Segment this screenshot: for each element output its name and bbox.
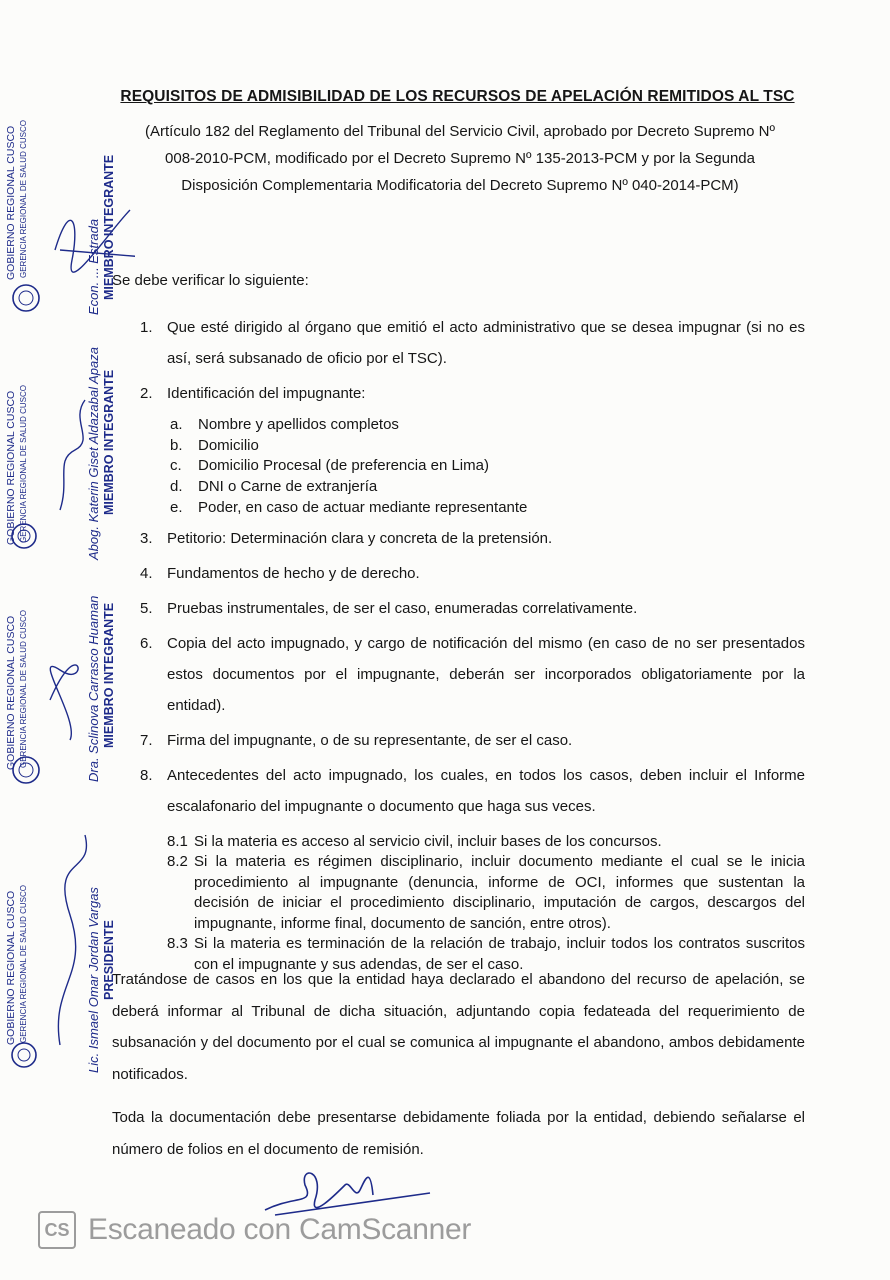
- subitem-text: Domicilio Procesal (de preferencia en Lima): [198, 457, 489, 475]
- subitem-letter: e.: [170, 498, 183, 516]
- sublist-item: [167, 415, 805, 436]
- stamp-dept: GERENCIA REGIONAL DE SALUD CUSCO: [19, 385, 28, 543]
- list-item: [140, 558, 805, 589]
- stamp-role: MIEMBRO INTEGRANTE: [102, 602, 116, 748]
- list-item: [140, 628, 805, 721]
- item-text: Antecedentes del acto impugnado, los cuales, en todos los casos, deben incluir el Informe escalafonario del impugnante o documento que haga sus veces.: [167, 766, 805, 815]
- stamp-org: GOBIERNO REGIONAL CUSCO: [5, 615, 17, 770]
- sublist: [167, 415, 805, 519]
- item-number: 6.: [140, 634, 153, 652]
- item-number: 4.: [140, 564, 153, 582]
- subitem-letter: c.: [170, 457, 182, 475]
- item-text: Copia del acto impugnado, y cargo de notificación del mismo (en caso de no ser presentados estos documentos por el impugnante, deberán ser incorporados obligatoriamente por la entidad).: [167, 634, 805, 714]
- commission-stamps: [0, 90, 135, 1090]
- sublist-item: [167, 832, 805, 853]
- subitem-text: Poder, en caso de actuar mediante representante: [198, 498, 528, 516]
- subitem-text: Si la materia es régimen disciplinario, incluir documento mediante el cual se le inicia procedimiento al impugnante (denuncia, informe de OCI, informes que sustentan la decisión de iniciar el procedimiento disciplinario, imputación de cargos, descargos del impugnante, informe final, documento de sanción, entre otros).: [194, 853, 805, 932]
- watermark-text: Escaneado con CamScanner: [88, 1213, 472, 1246]
- list-item: [140, 725, 805, 756]
- item-text: Pruebas instrumentales, de ser el caso, enumeradas correlativamente.: [167, 599, 638, 617]
- item-number: 3.: [140, 529, 153, 547]
- stamp-dept: GERENCIA REGIONAL DE SALUD CUSCO: [19, 120, 28, 278]
- stamp-role: MIEMBRO INTEGRANTE: [102, 369, 116, 515]
- sublist: [167, 832, 805, 976]
- subitem-text: Domicilio: [198, 436, 259, 454]
- list-item: [140, 760, 805, 976]
- sublist-item: [167, 456, 805, 477]
- list-item: [140, 593, 805, 624]
- stamp-name: Abog. Katerin Giset Aldazabal Apaza: [86, 347, 101, 560]
- abandonment-paragraph: Tratándose de casos en los que la entidad haya declarado el abandono del recurso de apelación, se deberá informar al Tribunal de dicha situación, adjuntando copia fedateada del requerimiento de subsanación y del documento por el cual se comunica al impugnante el abandono, ambos debidamente notificados.: [112, 971, 805, 1083]
- sublist-item: [167, 852, 805, 934]
- intro-text: Se debe verificar lo siguiente:: [112, 272, 309, 289]
- stamp-name: Lic. Ismael Omar Jordan Vargas: [86, 887, 101, 1073]
- stamp-block: [0, 100, 135, 315]
- document-subtitle: (Artículo 182 del Reglamento del Tribunal del Servicio Civil, aprobado por Decreto Supremo Nº 008-2010-PCM, modificado por el Decreto Supremo Nº 135-2013-PCM y por la Segunda Disposición Complementaria Modificatoria del Decreto Supremo Nº 040-2014-PCM): [145, 123, 775, 194]
- sublist-item: [167, 477, 805, 498]
- stamp-block: [0, 570, 135, 780]
- list-item: [140, 378, 805, 519]
- subitem-letter: b.: [170, 436, 183, 454]
- camscanner-watermark: [38, 1210, 471, 1250]
- stamp-dept: GERENCIA REGIONAL DE SALUD CUSCO: [19, 885, 28, 1043]
- subitem-text: Nombre y apellidos completos: [198, 416, 399, 433]
- item-number: 7.: [140, 731, 153, 749]
- stamp-dept: GERENCIA REGIONAL DE SALUD CUSCO: [19, 610, 28, 768]
- item-text: Identificación del impugnante:: [167, 385, 366, 402]
- subitem-letter: d.: [170, 478, 183, 496]
- item-number: 1.: [140, 319, 153, 336]
- subitem-number: 8.2: [167, 853, 188, 871]
- sublist-item: [167, 498, 805, 519]
- sublist-item: [167, 436, 805, 457]
- stamp-role: PRESIDENTE: [102, 920, 116, 1000]
- document-title: REQUISITOS DE ADMISIBILIDAD DE LOS RECURSOS DE APELACIÓN REMITIDOS AL TSC: [120, 88, 795, 105]
- item-text: Firma del impugnante, o de su representante, de ser el caso.: [167, 731, 573, 749]
- item-number: 5.: [140, 599, 153, 617]
- subitem-letter: a.: [170, 416, 183, 433]
- stamp-block: [0, 815, 135, 1073]
- subitem-text: DNI o Carne de extranjería: [198, 478, 378, 496]
- item-text: Que esté dirigido al órgano que emitió el acto administrativo que se desea impugnar (si no es así, será subsanado de oficio por el TSC).: [167, 319, 805, 367]
- stamp-org: GOBIERNO REGIONAL CUSCO: [5, 125, 17, 280]
- item-number: 8.: [140, 766, 153, 784]
- requirements-list: [140, 312, 805, 975]
- list-item: [140, 523, 805, 554]
- foliation-paragraph: Toda la documentación debe presentarse debidamente foliada por la entidad, debiendo señalarse el número de folios en el documento de remisión.: [112, 1109, 805, 1158]
- subitem-number: 8.1: [167, 832, 188, 850]
- item-text: Fundamentos de hecho y de derecho.: [167, 564, 420, 582]
- camscanner-logo-icon: CS: [38, 1211, 76, 1249]
- list-item: [140, 312, 805, 374]
- stamp-role: MIEMBRO INTEGRANTE: [102, 154, 116, 300]
- stamp-block: [0, 340, 135, 560]
- stamp-org: GOBIERNO REGIONAL CUSCO: [5, 390, 17, 545]
- stamp-name: Dra. Sclinova Carrasco Huaman: [86, 595, 101, 782]
- item-text: Petitorio: Determinación clara y concreta de la pretensión.: [167, 529, 553, 547]
- stamp-name: Econ. ... Estrada: [86, 218, 101, 315]
- item-number: 2.: [140, 385, 153, 402]
- subitem-text: Si la materia es terminación de la relación de trabajo, incluir todos los contratos suscritos con el impugnante y sus adendas, de ser el caso.: [194, 935, 805, 973]
- subitem-text: Si la materia es acceso al servicio civil, incluir bases de los concursos.: [194, 832, 662, 850]
- stamp-org: GOBIERNO REGIONAL CUSCO: [5, 890, 17, 1045]
- subitem-number: 8.3: [167, 935, 188, 953]
